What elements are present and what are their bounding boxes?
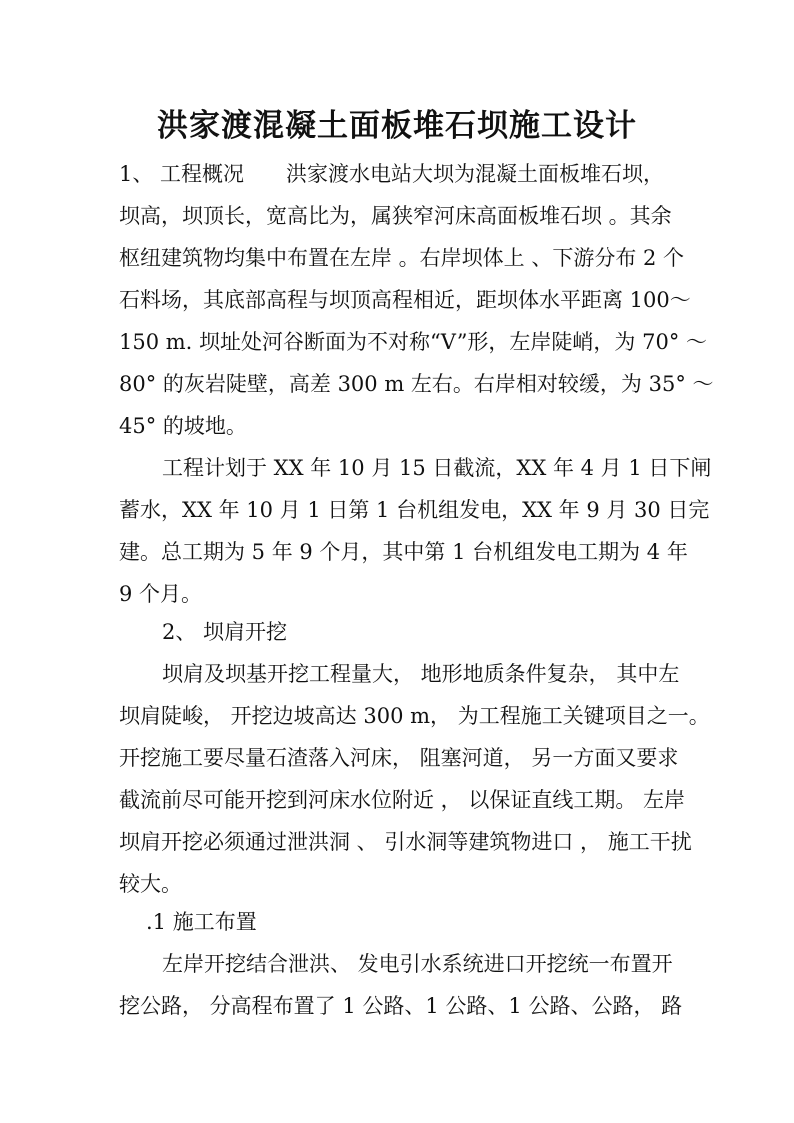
paragraph-line: 较大。 — [119, 872, 182, 896]
paragraph-line: 开挖施工要尽量石渣落入河床， 阻塞河道， 另一方面又要求 — [119, 746, 679, 770]
paragraph-line: 150 m. 坝址处河谷断面为不对称“V”形，左岸陡峭，为 70° ～ — [119, 330, 707, 354]
paragraph-line: 9 个月。 — [119, 582, 203, 606]
section-1-first-line — [119, 154, 664, 194]
paragraph-line: 坝肩陡峻， 开挖边坡高达 300 m， 为工程施工关键项目之一。 — [119, 704, 710, 728]
paragraph-line: 石料场，其底部高程与坝顶高程相近，距坝体水平距离 100～ — [119, 288, 691, 312]
paragraph-line: 坝肩开挖必须通过泄洪洞 、 引水洞等建筑物进口 ， 施工干扰 — [119, 830, 692, 854]
paragraph-line: 坝高，坝顶长，宽高比为，属狭窄河床高面板堆石坝 。其余 — [119, 204, 672, 228]
document-title: 洪家渡混凝土面板堆石坝施工设计 — [157, 108, 637, 144]
paragraph-line: 工程计划于 XX 年 10 月 15 日截流，XX 年 4 月 1 日下闸 — [162, 456, 712, 480]
paragraph-line: 建。总工期为 5 年 9 个月，其中第 1 台机组发电工期为 4 年 — [119, 540, 688, 564]
paragraph-line: 截流前尽可能开挖到河床水位附近 ， 以保证直线工期。 左岸 — [119, 788, 686, 812]
section-1-heading: 1、 工程概况 — [119, 162, 245, 186]
paragraph-line: 枢纽建筑物均集中布置在左岸 。右岸坝体上 、下游分布 2 个 — [119, 246, 685, 270]
paragraph-line: 蓄水，XX 年 10 月 1 日第 1 台机组发电，XX 年 9 月 30 日完 — [119, 498, 710, 522]
paragraph-line: 挖公路， 分高程布置了 1 公路、1 公路、1 公路、公路， 路 — [119, 994, 683, 1018]
paragraph-line: 45° 的坡地。 — [119, 414, 247, 438]
section-2-1-heading: .1 施工布置 — [146, 910, 257, 934]
paragraph-line: 洪家渡水电站大坝为混凝土面板堆石坝， — [286, 162, 665, 186]
paragraph-line: 左岸开挖结合泄洪、 发电引水系统进口开挖统一布置开 — [162, 952, 673, 976]
section-2-heading: 2、 坝肩开挖 — [162, 620, 288, 644]
paragraph-line: 80° 的灰岩陡壁，高差 300 m 左右。右岸相对较缓，为 35° ～ — [119, 372, 714, 396]
paragraph-line: 坝肩及坝基开挖工程量大， 地形地质条件复杂， 其中左 — [162, 662, 680, 686]
